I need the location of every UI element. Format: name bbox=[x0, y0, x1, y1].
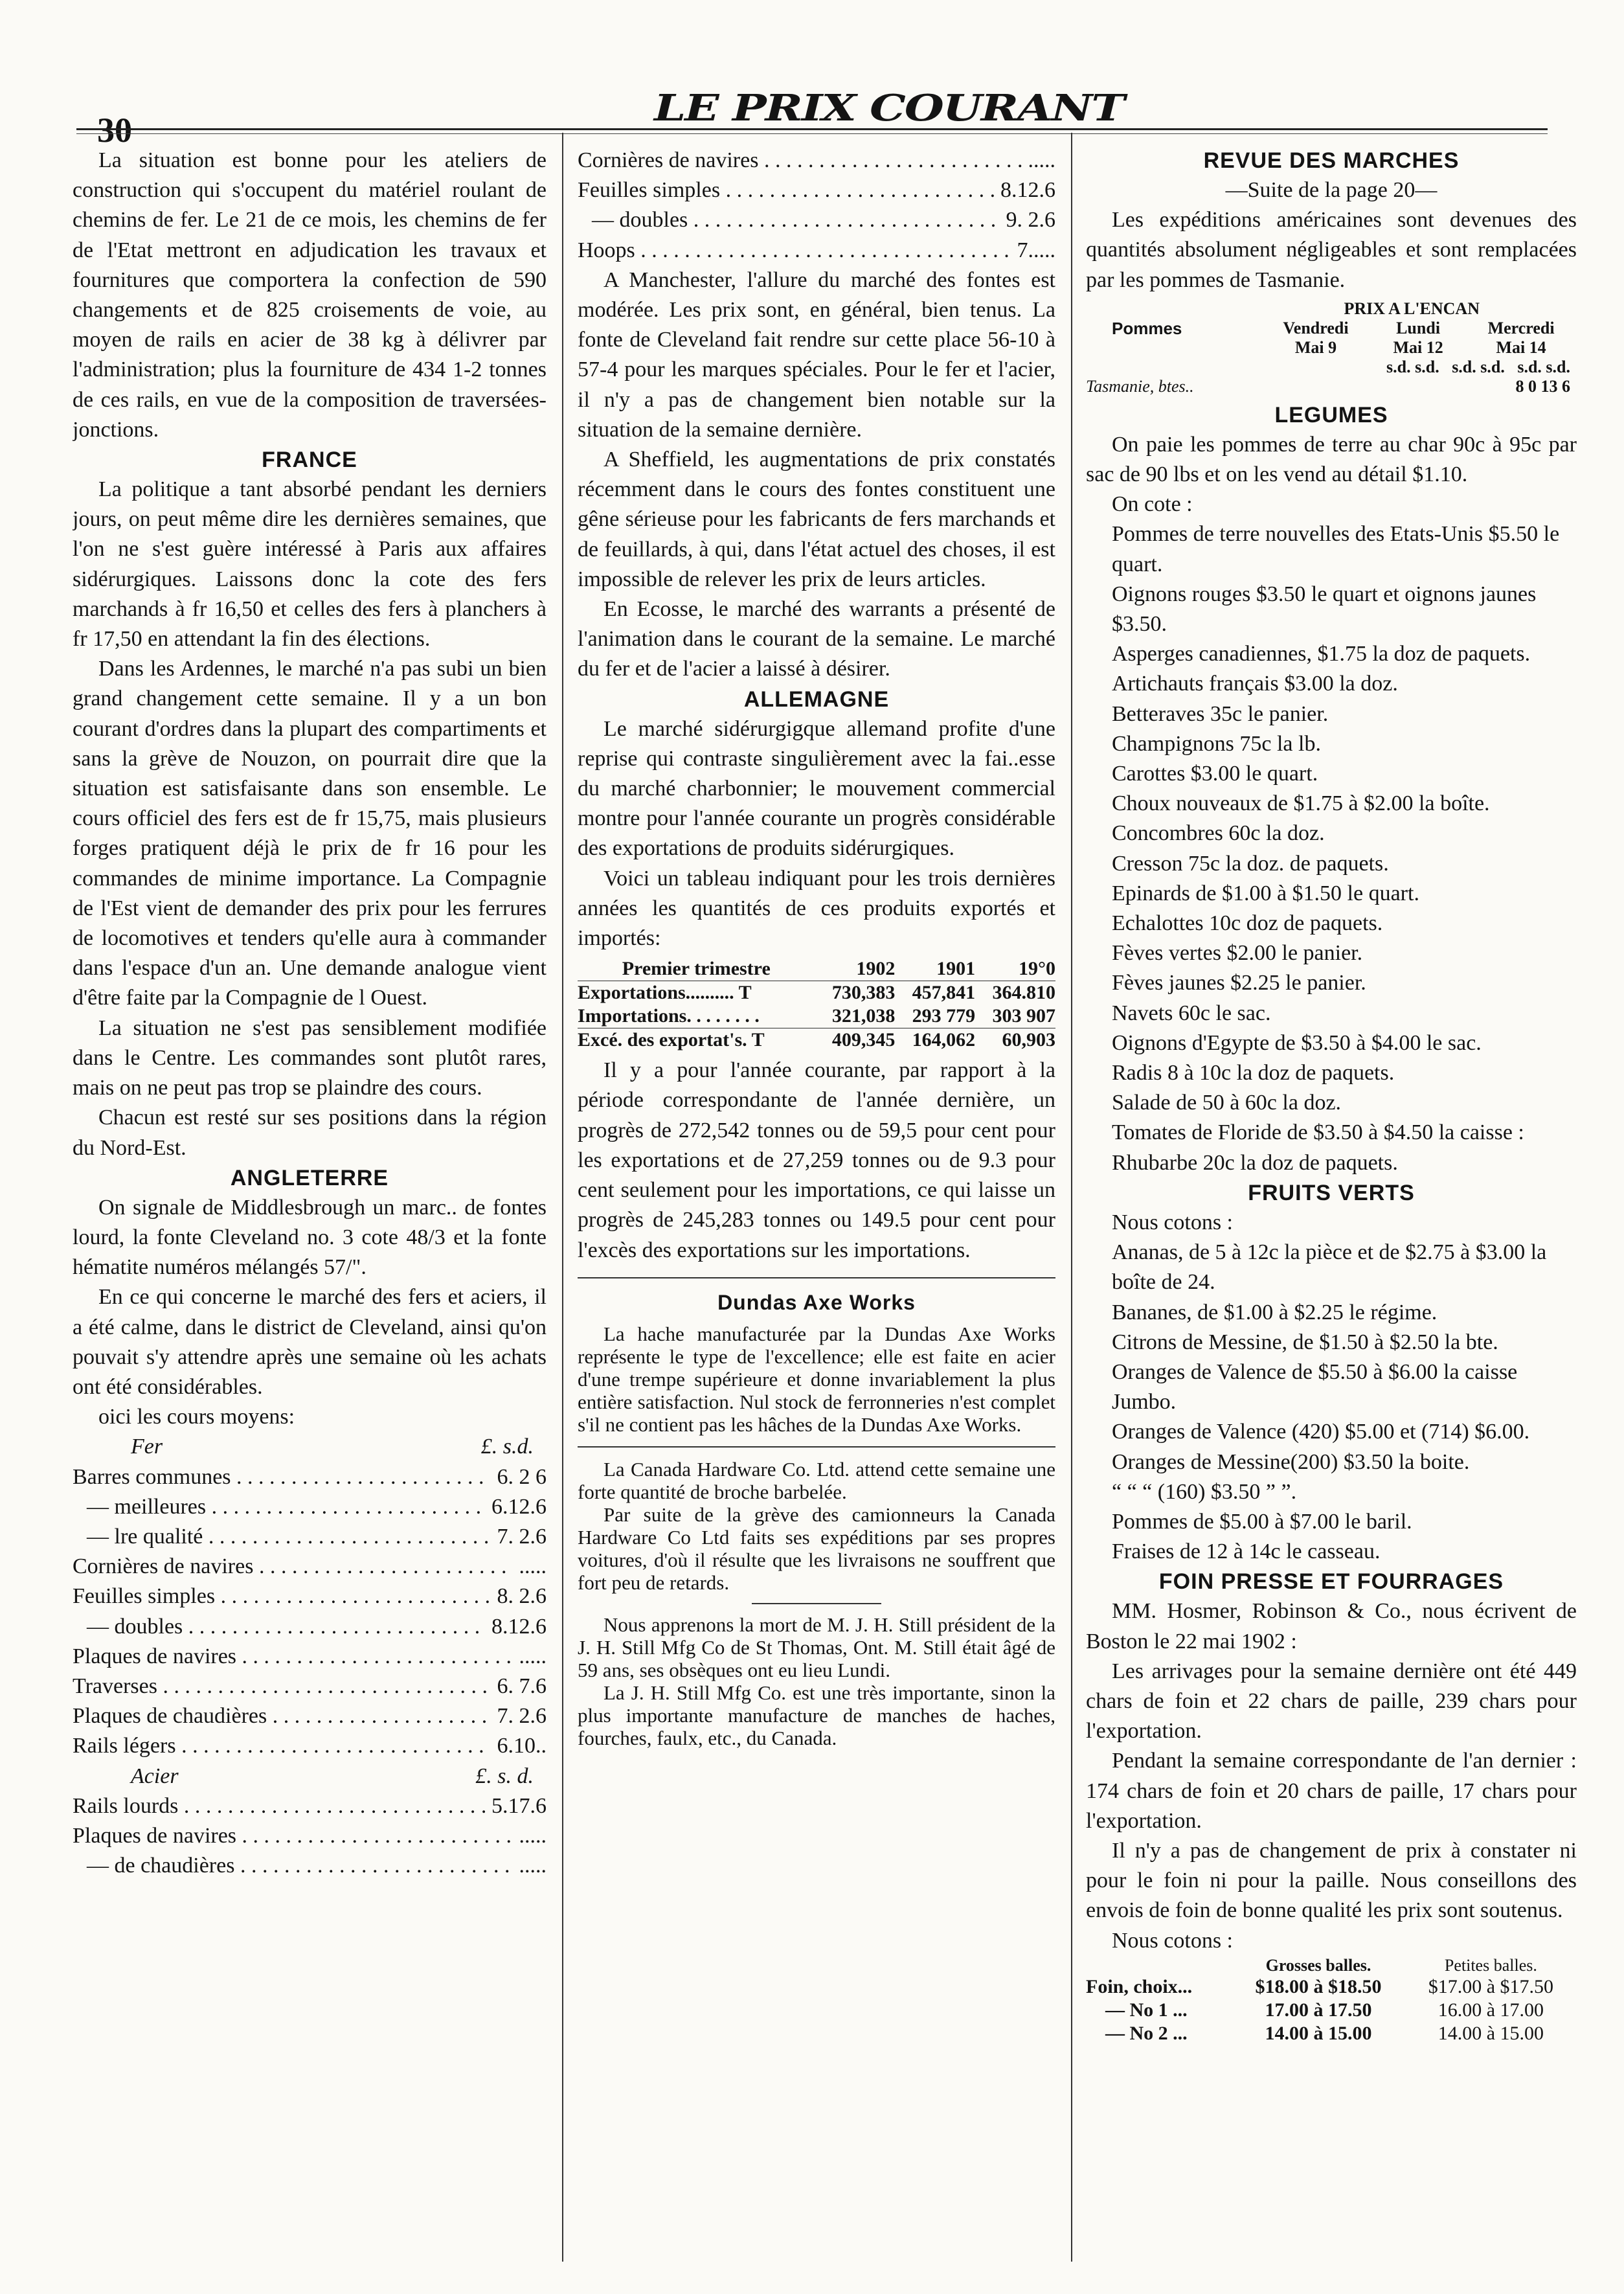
price-value: ..... bbox=[1028, 148, 1055, 172]
table-header-cell: 1901 bbox=[936, 958, 976, 980]
paragraph: Le marché sidérurgigque allemand profite d'une reprise qui contraste singulièrement avec la fai..esse du marché charbonnier; le mouvement commercial montre pour l'année courante un progrès considérable des exportations de produits sidérurgiques. bbox=[578, 716, 1055, 861]
vegetable-item: Choux nouveaux de $1.75 à $2.00 la boîte. bbox=[1112, 791, 1490, 816]
table-unit-label: £. s. d. bbox=[475, 1764, 534, 1788]
table-header-cell bbox=[1086, 1956, 1232, 1975]
column-2 bbox=[578, 146, 1055, 2255]
news-items bbox=[578, 1323, 1055, 1749]
price-value: 7. 2.6 bbox=[497, 1524, 547, 1549]
vegetable-price-list bbox=[1086, 519, 1577, 1177]
paragraph: Pendant la semaine correspondante de l'an dernier : 174 chars de foin et 20 chars de paille, 17 chars pour l'exportation. bbox=[1086, 1749, 1577, 1833]
price-label: — doubles . . . bbox=[73, 1612, 485, 1642]
price-label: Hoops . . . bbox=[578, 236, 1011, 266]
price-row bbox=[578, 176, 1055, 205]
vegetable-item: Rhubarbe 20c la doz de paquets. bbox=[1112, 1150, 1398, 1175]
table-cell: Foin, choix... bbox=[1086, 1975, 1193, 1997]
price-table-header-fer bbox=[73, 1432, 547, 1462]
paragraph: En ce qui concerne le marché des fers et aciers, il a été calme, dans le district de Cleveland, ainsi qu'on pouvait s'y attendre après une semaine où les achats ont été considérables. bbox=[73, 1285, 547, 1399]
table-header-row bbox=[1086, 1956, 1577, 1975]
table-header-row bbox=[578, 957, 1055, 981]
section-heading-legumes: LEGUMES bbox=[1274, 402, 1388, 427]
paragraph: La J. H. Still Mfg Co. est une très importante, sinon la plus importante manufacture de manches de haches, fourches, faulx, etc., du Canada. bbox=[578, 1681, 1055, 1749]
fruit-item: Fraises de 12 à 14c le casseau. bbox=[1112, 1539, 1381, 1564]
hay-price-table bbox=[1086, 1956, 1577, 2045]
price-value: 8. 2.6 bbox=[497, 1584, 547, 1609]
price-row bbox=[73, 1612, 547, 1642]
price-row bbox=[73, 1552, 547, 1582]
table-total-row bbox=[578, 1028, 1055, 1052]
price-row bbox=[73, 1642, 547, 1672]
table-cell: 457,841 bbox=[912, 982, 976, 1004]
paragraph: Les expéditions américaines sont devenues des quantités absolument négligeables et sont remplacées par les pommes de Tasmanie. bbox=[1086, 208, 1577, 292]
paragraph: On signale de Middlesbrough un marc.. de fontes lourd, la fonte Cleveland no. 3 cote 48/3 et la fonte hématite numéros mélangés 57/". bbox=[73, 1195, 547, 1280]
section-heading-dundas: Dundas Axe Works bbox=[717, 1290, 916, 1314]
table-cell: — No 1 ... bbox=[1105, 1999, 1188, 2021]
price-row bbox=[73, 1791, 547, 1821]
table-cell: 321,038 bbox=[831, 1005, 896, 1027]
price-row bbox=[578, 236, 1055, 266]
fruit-item: Bananes, de $1.00 à $2.25 le régime. bbox=[1112, 1300, 1438, 1324]
paragraph: La politique a tant absorbé pendant les derniers jours, on peut même dire les dernières semaines, que l'on ne s'est guère intéressé à Paris aux affaires sidérurgiques. Laissons donc la cote des fers marchands à fr 16,50 et celles des fers à planchers à fr 17,50 en attendant la fin des élections. bbox=[73, 477, 547, 652]
auction-day: Lundi Mai 12 bbox=[1393, 318, 1443, 357]
vegetable-item: Carottes $3.00 le quart. bbox=[1112, 762, 1318, 786]
price-label: Plaques de chaudières . . . bbox=[73, 1701, 491, 1731]
table-header-cell: 1902 bbox=[856, 958, 896, 980]
fruit-item: Oranges de Messine(200) $3.50 la boite. bbox=[1112, 1449, 1470, 1474]
price-value: 8.12.6 bbox=[1000, 178, 1055, 203]
price-value: 7. 2.6 bbox=[497, 1704, 547, 1729]
price-row bbox=[578, 146, 1055, 176]
vegetable-item: Artichauts français $3.00 la doz. bbox=[1112, 672, 1398, 696]
table-cell: $17.00 à $17.50 bbox=[1428, 1975, 1554, 1997]
auction-caption: PRIX A L'ENCAN bbox=[1344, 299, 1480, 318]
table-row bbox=[578, 1005, 1055, 1028]
price-row bbox=[73, 1731, 547, 1761]
paragraph: Il n'y a pas de changement de prix à constater ni pour le foin ni pour la paille. Nous conseillons des envois de foin de bonne qualité les prix sont soutenus. bbox=[1086, 1838, 1577, 1923]
table-cell: 409,345 bbox=[831, 1029, 896, 1051]
price-value: 7..... bbox=[1017, 238, 1055, 262]
price-value: 9. 2.6 bbox=[1006, 208, 1055, 233]
table-group-label: Acier bbox=[131, 1764, 179, 1788]
paragraph: On paie les pommes de terre au char 90c à 95c par sac de 90 lbs et on les vend au détail $1.10. bbox=[1086, 432, 1577, 487]
price-value: 6. 2 6 bbox=[497, 1464, 547, 1489]
auction-units: s.d. s.d. s.d. s.d. s.d. s.d. bbox=[1386, 357, 1570, 376]
price-row bbox=[73, 1462, 547, 1492]
paragraph: Nous apprenons la mort de M. J. H. Still président de la J. H. Still Mfg Co de St Thomas, Ont. M. Still était âgé de 59 ans, ses obsèques ont eu lieu Lundi. bbox=[578, 1613, 1055, 1681]
fruit-item: Ananas, de 5 à 12c la pièce et de $2.75 à $3.00 la boîte de 24. bbox=[1112, 1240, 1547, 1295]
table-cell: 16.00 à 17.00 bbox=[1438, 1999, 1544, 2021]
paragraph: oici les cours moyens: bbox=[98, 1405, 295, 1429]
price-value: ..... bbox=[519, 1554, 547, 1579]
price-label: — doubles . . . bbox=[578, 205, 1000, 235]
vegetable-item: Betteraves 35c le panier. bbox=[1112, 701, 1329, 726]
price-value: 8.12.6 bbox=[491, 1614, 547, 1639]
table-header-cell: 19°0 bbox=[1019, 958, 1055, 980]
price-label: Barres communes . . . bbox=[73, 1462, 491, 1492]
paragraph: Chacun est resté sur ses positions dans la région du Nord-Est. bbox=[73, 1106, 547, 1160]
table-header-cell: Petites balles. bbox=[1444, 1955, 1537, 1975]
price-value: ..... bbox=[519, 1823, 547, 1848]
table-cell: 14.00 à 15.00 bbox=[1265, 2022, 1372, 2044]
page-number: 30 bbox=[97, 111, 132, 150]
export-import-table bbox=[578, 957, 1055, 1052]
fruit-item: “ “ “ (160) $3.50 ” ”. bbox=[1112, 1479, 1297, 1504]
vegetable-item: Fèves vertes $2.00 le panier. bbox=[1112, 941, 1363, 966]
price-label: Feuilles simples . . . bbox=[578, 176, 994, 205]
vegetable-item: Epinards de $1.00 à $1.50 le quart. bbox=[1112, 881, 1419, 905]
section-heading-foin: FOIN PRESSE ET FOURRAGES bbox=[1158, 1569, 1504, 1595]
price-label: Rails lourds . . . bbox=[73, 1791, 485, 1821]
table-row bbox=[1086, 1975, 1577, 1999]
paragraph: En Ecosse, le marché des warrants a présenté de l'animation dans le courant de la semaine. Le marché du fer et de l'acier a laissé à désirer. bbox=[578, 597, 1055, 681]
price-label: Plaques de navires . . . bbox=[73, 1642, 513, 1672]
price-row bbox=[73, 1492, 547, 1522]
apple-auction-table bbox=[1086, 299, 1577, 396]
table-row bbox=[1086, 2022, 1577, 2045]
vegetable-item: Radis 8 à 10c la doz de paquets. bbox=[1112, 1061, 1395, 1085]
fruit-item: Citrons de Messine, de $1.50 à $2.50 la bte. bbox=[1112, 1330, 1498, 1354]
vegetable-item: Fèves jaunes $2.25 le panier. bbox=[1112, 971, 1366, 995]
table-group-label: Fer bbox=[131, 1435, 163, 1459]
table-cell: 164,062 bbox=[912, 1029, 976, 1051]
column-3 bbox=[1086, 146, 1577, 2255]
vegetable-item: Pommes de terre nouvelles des Etats-Unis $5.50 le quart. bbox=[1112, 522, 1560, 576]
vegetable-item: Oignons rouges $3.50 le quart et oignons jaunes $3.50. bbox=[1112, 582, 1537, 637]
table-cell: 17.00 à 17.50 bbox=[1265, 1999, 1372, 2021]
paragraph: A Manchester, l'allure du marché des fontes est modérée. Les prix sont, en général, bien tenus. La fonte de Cleveland fait rendre sur cette place 56-10 à 57-4 pour les marques spéciales. Pour le fer et l'acier, il n'y a pas de changement bien notable sur la situation de la semaine dernière. bbox=[578, 267, 1055, 442]
table-cell: 293 779 bbox=[912, 1005, 976, 1027]
table-unit-label: £. s.d. bbox=[480, 1435, 534, 1459]
table-header-cell: Premier trimestre bbox=[622, 958, 771, 980]
paragraph: La Canada Hardware Co. Ltd. attend cette semaine une forte quantité de broche barbelée. bbox=[578, 1457, 1055, 1503]
vegetable-item: Champignons 75c la lb. bbox=[1112, 731, 1321, 756]
price-row bbox=[73, 1522, 547, 1552]
price-label: Cornières de navires . . . bbox=[73, 1552, 513, 1582]
column-divider bbox=[562, 133, 563, 2262]
paragraph: La situation ne s'est pas sensiblement modifiée dans le Centre. Les commandes sont plutôt rares, mais on ne peut pas trop se plaindre des cours. bbox=[73, 1016, 547, 1100]
price-value: 6.10.. bbox=[497, 1734, 547, 1758]
price-row bbox=[73, 1672, 547, 1701]
paragraph: Par suite de la grève des camionneurs la Canada Hardware Co Ltd faits ses expéditions par ses propres voitures, d'où il résulte que les livraisons ne souffrent que fort peu de retards. bbox=[578, 1503, 1055, 1594]
vegetable-item: Navets 60c le sac. bbox=[1112, 1001, 1271, 1025]
price-list-fer bbox=[73, 1462, 547, 1762]
fruit-price-list bbox=[1086, 1238, 1577, 1567]
short-divider bbox=[752, 1603, 881, 1604]
fruit-item: Pommes de $5.00 à $7.00 le baril. bbox=[1112, 1509, 1412, 1534]
price-label: Feuilles simples . . . bbox=[73, 1582, 491, 1611]
price-row bbox=[73, 1851, 547, 1881]
auction-row-value: 8 0 13 6 bbox=[1515, 376, 1570, 396]
continuation-note: —Suite de la page 20— bbox=[1225, 178, 1438, 202]
table-header-cell: Grosses balles. bbox=[1265, 1955, 1371, 1975]
vegetable-item: Tomates de Floride de $3.50 à $4.50 la caisse : bbox=[1112, 1120, 1524, 1145]
price-row bbox=[73, 1701, 547, 1731]
section-divider bbox=[578, 1446, 1055, 1448]
vegetable-item: Salade de 50 à 60c la doz. bbox=[1112, 1091, 1342, 1115]
table-row bbox=[578, 981, 1055, 1005]
paragraph: Les arrivages pour la semaine dernière ont été 449 chars de foin et 22 chars de paille, 239 chars pour l'exportation. bbox=[1086, 1659, 1577, 1743]
price-value: ..... bbox=[519, 1854, 547, 1878]
column-divider bbox=[1071, 133, 1072, 2262]
table-row bbox=[1086, 1999, 1577, 2022]
price-label: Rails légers . . . bbox=[73, 1731, 491, 1761]
paragraph: Nous cotons : bbox=[1112, 1210, 1233, 1234]
vegetable-item: Echalottes 10c doz de paquets. bbox=[1112, 911, 1383, 936]
section-heading-allemagne: ALLEMAGNE bbox=[743, 687, 890, 712]
price-list-continued bbox=[578, 146, 1055, 266]
price-label: — meilleures . . . bbox=[73, 1492, 485, 1522]
vegetable-item: Asperges canadiennes, $1.75 la doz de paquets. bbox=[1112, 642, 1531, 666]
price-label: Traverses . . . bbox=[73, 1672, 491, 1701]
auction-row-label: Tasmanie, btes.. bbox=[1086, 376, 1194, 396]
price-label: Plaques de navires . . . bbox=[73, 1821, 513, 1851]
paragraph: MM. Hosmer, Robinson & Co., nous écrivent de Boston le 22 mai 1902 : bbox=[1086, 1599, 1577, 1653]
paragraph: Voici un tableau indiquant pour les trois dernières années les quantités de ces produits exportés et importés: bbox=[578, 866, 1055, 951]
vegetable-item: Cresson 75c la doz. de paquets. bbox=[1112, 851, 1389, 876]
section-heading-angleterre: ANGLETERRE bbox=[230, 1165, 389, 1190]
section-divider bbox=[578, 1277, 1055, 1278]
table-cell: 303 907 bbox=[992, 1005, 1055, 1027]
paragraph: Il y a pour l'année courante, par rapport à la période correspondante de l'année dernière, un progrès de 272,542 tonnes ou de 59,5 pour cent pour les exportations et de 27,259 tonnes ou de 9.3 pour cent seulement pour les importations, ce qui laisse un progrès de 245,283 tonnes ou 149.5 pour cent pour l'excès des exportations sur les importations. bbox=[578, 1058, 1055, 1262]
price-row bbox=[73, 1821, 547, 1851]
fruit-item: Oranges de Valence de $5.50 à $6.00 la caisse Jumbo. bbox=[1112, 1359, 1518, 1414]
paragraph: On cote : bbox=[1112, 492, 1193, 517]
price-table-header-acier bbox=[73, 1762, 547, 1791]
section-heading-revue: REVUE DES MARCHES bbox=[1203, 148, 1460, 173]
price-value: 5.17.6 bbox=[491, 1793, 547, 1818]
header-rule bbox=[76, 128, 1548, 130]
table-cell: 364.810 bbox=[992, 982, 1055, 1004]
section-heading-france: FRANCE bbox=[262, 448, 357, 473]
masthead-logo: LE PRIX COURANT bbox=[654, 86, 1124, 130]
paragraph: La hache manufacturée par la Dundas Axe Works représente le type de l'excellence; elle est faite en acier d'une trempe supérieure et donne invariablement la plus entière satisfaction. Nul stock de ferronneries n'est complet s'il ne contient pas les hâches de la Dundas Axe Works. bbox=[578, 1322, 1055, 1436]
table-cell: 14.00 à 15.00 bbox=[1438, 2022, 1544, 2044]
fruit-item: Oranges de Valence (420) $5.00 et (714) $6.00. bbox=[1112, 1420, 1530, 1444]
table-cell: 730,383 bbox=[831, 982, 896, 1004]
table-cell: — No 2 ... bbox=[1105, 2022, 1188, 2044]
auction-day: Mercredi Mai 14 bbox=[1487, 318, 1555, 357]
table-cell: Exportations.......... T bbox=[578, 982, 752, 1004]
table-cell: Importations. . . . . . . . bbox=[578, 1005, 760, 1027]
price-label: — de chaudières . . . bbox=[73, 1851, 513, 1881]
header-rule-thin bbox=[76, 133, 1548, 134]
table-cell: Excé. des exportat's. T bbox=[578, 1029, 765, 1051]
paragraph: A Sheffield, les augmentations de prix constatés récemment dans le cours des fontes constituent une gêne sérieuse pour les fabricants de fers marchands et de feuillards, à qui, dans l'état actuel des choses, il est impossible de relever les prix de leurs articles. bbox=[578, 448, 1055, 591]
price-value: 6.12.6 bbox=[491, 1494, 547, 1519]
price-list-acier bbox=[73, 1791, 547, 1881]
price-row bbox=[578, 205, 1055, 235]
auction-day: Vendredi Mai 9 bbox=[1283, 318, 1349, 357]
table-cell: 60,903 bbox=[1002, 1029, 1055, 1051]
auction-label: Pommes bbox=[1112, 318, 1182, 338]
price-value: ..... bbox=[519, 1644, 547, 1668]
column-1 bbox=[73, 146, 547, 2255]
price-label: Cornières de navires . . . bbox=[578, 146, 1022, 176]
paragraph: La situation est bonne pour les ateliers de construction qui s'occupent du matériel roulant de chemins de fer. Le 21 de ce mois, les chemins de fer de l'Etat mettront en adjudication les travaux et fournitures que comportera la confection de 590 changements et de 825 croisements de voie, au moyen de rails en acier de 38 kg à délivrer par l'administration; plus la fourniture de 434 1-2 tonnes de ces rails, en vue de la composition de traversées-jonctions. bbox=[73, 148, 547, 442]
paragraph: Dans les Ardennes, le marché n'a pas subi un bien grand changement cette semaine. Il y a un bon courant d'ordres dans la plupart des compartiments et sans la grève de Nouzon, on pourrait dire que la situation est satisfaisante dans son ensemble. Le cours officiel des fers est de fr 15,75, mais plusieurs forges pratiquent déjà le prix de fr 16 pour les commandes de minime importance. La Compagnie de l'Est vient de demander des prix pour les ferrures de locomotives et tenders qu'elle aura à commander dans l'espace d'un an. Une demande analogue vient d'être faite par la Compagnie de l Ouest. bbox=[73, 657, 547, 1010]
price-value: 6. 7.6 bbox=[497, 1674, 547, 1698]
price-row bbox=[73, 1582, 547, 1611]
section-heading-fruits: FRUITS VERTS bbox=[1248, 1180, 1415, 1205]
vegetable-item: Oignons d'Egypte de $3.50 à $4.00 le sac. bbox=[1112, 1030, 1482, 1055]
table-cell: $18.00 à $18.50 bbox=[1255, 1975, 1382, 1997]
paragraph: Nous cotons : bbox=[1112, 1928, 1233, 1953]
price-label: — lre qualité . . . bbox=[73, 1522, 491, 1552]
vegetable-item: Concombres 60c la doz. bbox=[1112, 821, 1325, 846]
